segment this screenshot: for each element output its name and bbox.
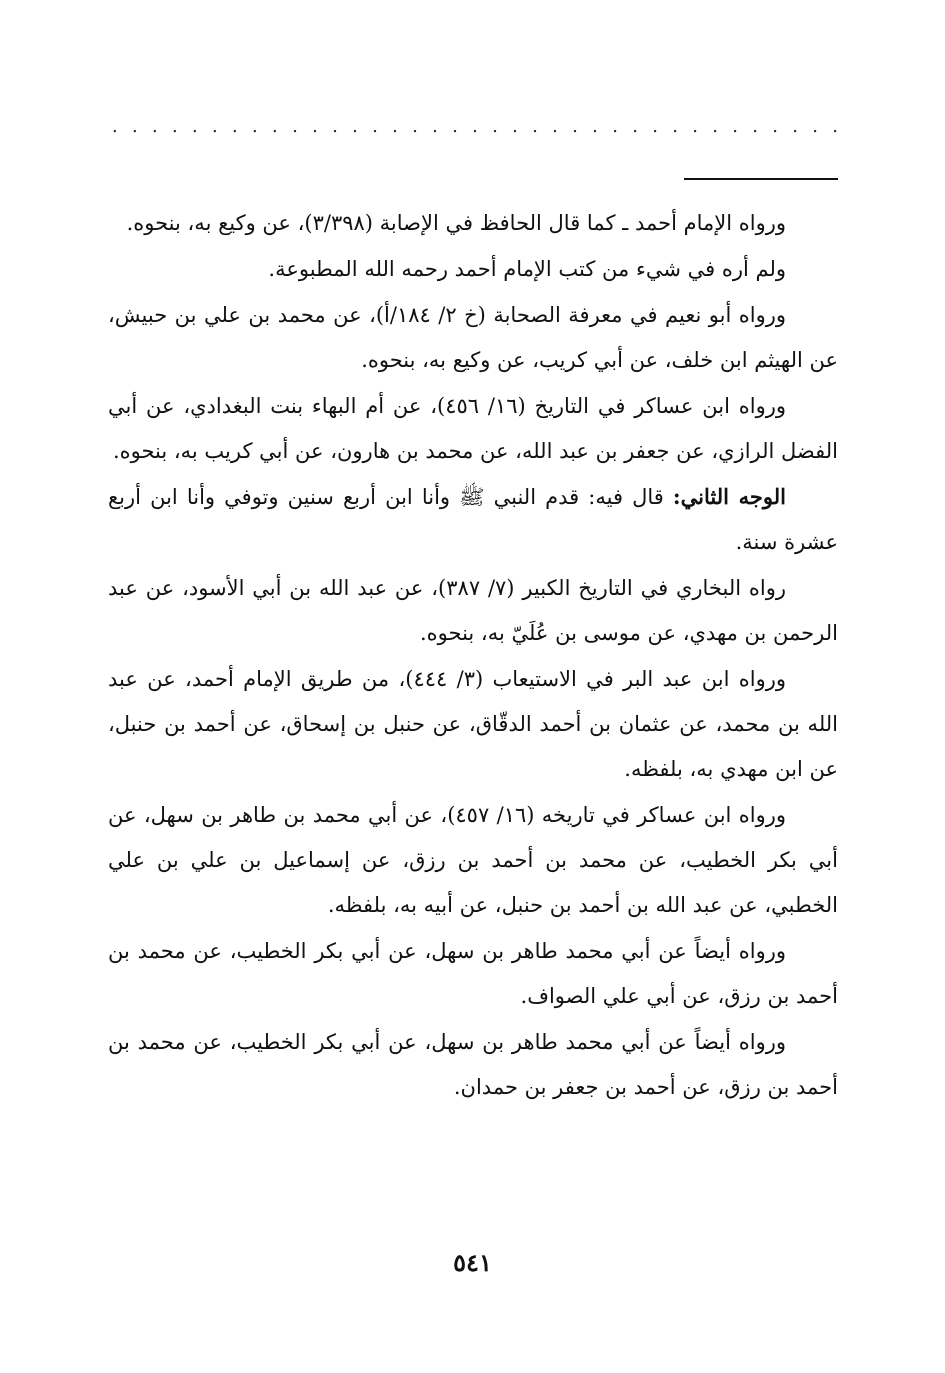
paragraph-2: [108, 246, 838, 292]
footnote-text-block: [108, 200, 838, 1110]
footnote-dotted-divider: . . . . . . . . . . . . . . . . . . . . . . . . . . . . . . . . . . . . .: [112, 118, 838, 136]
paragraph-text: رواه البخاري في التاريخ الكبير (٧/ ٣٨٧)، عن عبد الله بن أبي الأسود، عن عبد الرحمن بن مهدي، عن موسى بن عُلَيّ به، بنحوه.: [108, 576, 838, 645]
paragraph-text: ولم أره في شيء من كتب الإمام أحمد رحمه الله المطبوعة.: [268, 257, 786, 281]
footnote-rule: [684, 178, 838, 180]
paragraph-7: [108, 656, 838, 792]
paragraph-6: [108, 565, 838, 656]
paragraph-8: [108, 792, 838, 928]
paragraph-5: [108, 474, 838, 565]
page-number: ٥٤١: [453, 1248, 492, 1277]
paragraph-text: قال فيه: قدم النبي ﷺ وأنا ابن أربع سنين وتوفي وأنا ابن أربع عشرة سنة.: [108, 485, 838, 554]
paragraph-text: ورواه الإمام أحمد ـ كما قال الحافظ في الإصابة (٣/٣٩٨)، عن وكيع به، بنحوه.: [126, 211, 786, 235]
paragraph-text: ورواه ابن عبد البر في الاستيعاب (٣/ ٤٤٤)، من طريق الإمام أحمد، عن عبد الله بن محمد، عن عثمان بن أحمد الدقّاق، عن حنبل بن إسحاق، عن أحمد بن حنبل، عن ابن مهدي به، بلفظه.: [108, 667, 838, 781]
paragraph-text: ورواه أبو نعيم في معرفة الصحابة (خ ٢/ ١٨٤/أ)، عن محمد بن علي بن حبيش، عن الهيثم ابن خلف، عن أبي كريب، عن وكيع به، بنحوه.: [108, 303, 838, 372]
paragraph-3: [108, 292, 838, 383]
paragraph-10: [108, 1019, 838, 1110]
paragraph-text: ورواه أيضاً عن أبي محمد طاهر بن سهل، عن أبي بكر الخطيب، عن محمد بن أحمد بن رزق، عن أحمد بن جعفر بن حمدان.: [108, 1030, 838, 1099]
paragraph-text: ورواه ابن عساكر في تاريخه (١٦/ ٤٥٧)، عن أبي محمد بن طاهر بن سهل، عن أبي بكر الخطيب، عن محمد بن أحمد بن رزق، عن إسماعيل بن علي بن علي الخطبي، عن عبد الله بن أحمد بن حنبل، عن أبيه به، بلفظه.: [108, 803, 838, 917]
paragraph-text: ورواه أيضاً عن أبي محمد طاهر بن سهل، عن أبي بكر الخطيب، عن محمد بن أحمد بن رزق، عن أبي علي الصواف.: [108, 939, 838, 1008]
paragraph-lead: الوجه الثاني:: [672, 484, 786, 509]
paragraph-text: ورواه ابن عساكر في التاريخ (١٦/ ٤٥٦)، عن أم البهاء بنت البغدادي، عن أبي الفضل الرازي، عن جعفر بن عبد الله، عن محمد بن هارون، عن أبي كريب به، بنحوه.: [108, 394, 838, 463]
paragraph-9: [108, 928, 838, 1019]
paragraph-4: [108, 383, 838, 474]
paragraph-1: [108, 200, 838, 246]
